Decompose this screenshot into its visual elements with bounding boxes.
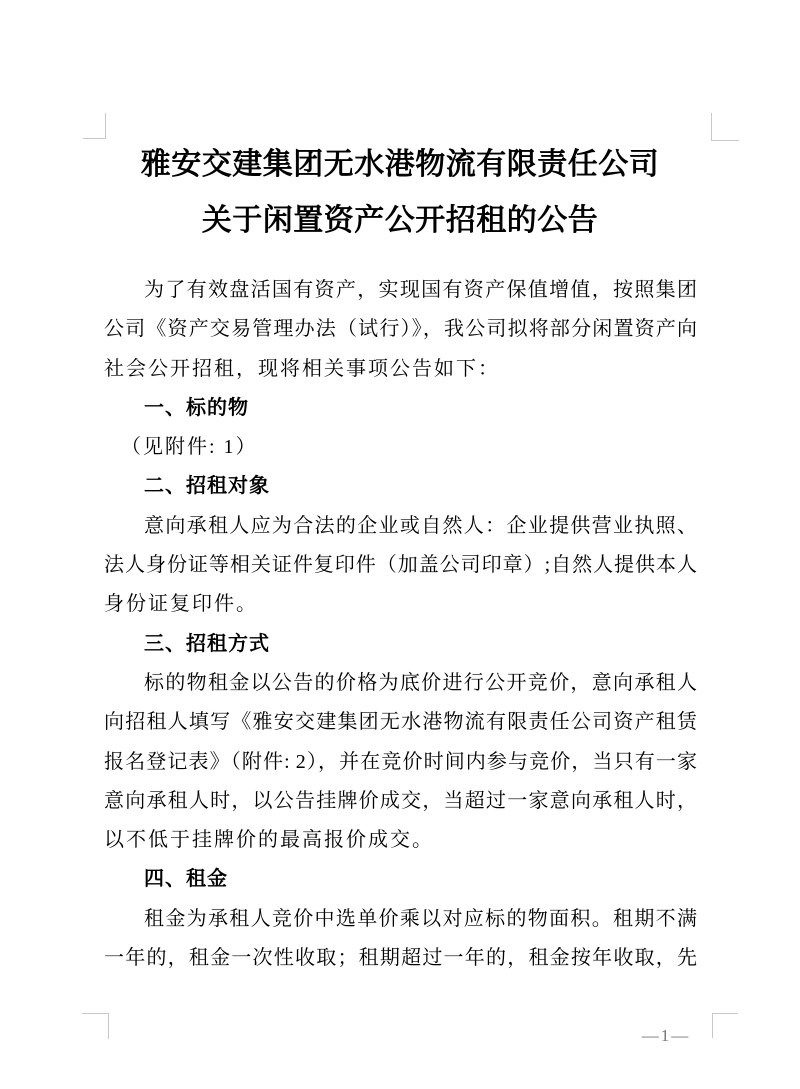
section-heading: 一、标的物 <box>144 396 249 419</box>
document-body <box>104 271 697 978</box>
section-heading: 四、租金 <box>144 868 228 891</box>
body-line: 租金为承租人竞价中选单价乘以对应标的物面积。租期不满 <box>144 907 697 930</box>
body-line: 公司《资产交易管理办法（试行）》，我公司拟将部分闲置资产向 <box>104 318 697 341</box>
crop-mark-top-left <box>83 113 106 139</box>
body-line: 以不低于挂牌价的最高报价成交。 <box>104 829 434 852</box>
body-line: 法人身份证等相关证件复印件（加盖公司印章）;自然人提供本人 <box>104 554 697 577</box>
body-line: 一年的，租金一次性收取；租期超过一年的，租金按年收取，先 <box>104 947 697 970</box>
section-heading: 三、招租方式 <box>144 632 270 655</box>
doc-title-line-2: 关于闲置资产公开招租的公告 <box>201 204 599 237</box>
body-line: 身份证复印件。 <box>104 593 258 616</box>
body-line: （见附件: 1） <box>121 436 258 459</box>
body-line: 社会公开招租，现将相关事项公告如下： <box>104 357 500 380</box>
body-line: 报名登记表》（附件: 2），并在竞价时间内参与竞价，当只有一家 <box>104 750 697 773</box>
body-line: 意向承租人时，以公告挂牌价成交，当超过一家意向承租人时， <box>104 789 697 812</box>
body-line: 意向承租人应为合法的企业或自然人：企业提供营业执照、 <box>144 514 697 537</box>
document-title <box>0 137 800 249</box>
body-line: 向招租人填写《雅安交建集团无水港物流有限责任公司资产租赁 <box>104 711 697 734</box>
crop-mark-bottom-left <box>82 1013 109 1039</box>
body-line: 标的物租金以公告的价格为底价进行公开竞价，意向承租人 <box>144 671 697 694</box>
section-heading: 二、招租对象 <box>144 475 270 498</box>
page-number: —1— <box>641 1026 691 1045</box>
body-line: 为了有效盘活国有资产，实现国有资产保值增值，按照集团 <box>144 279 697 301</box>
doc-title-line-1: 雅安交建集团无水港物流有限责任公司 <box>140 148 660 181</box>
